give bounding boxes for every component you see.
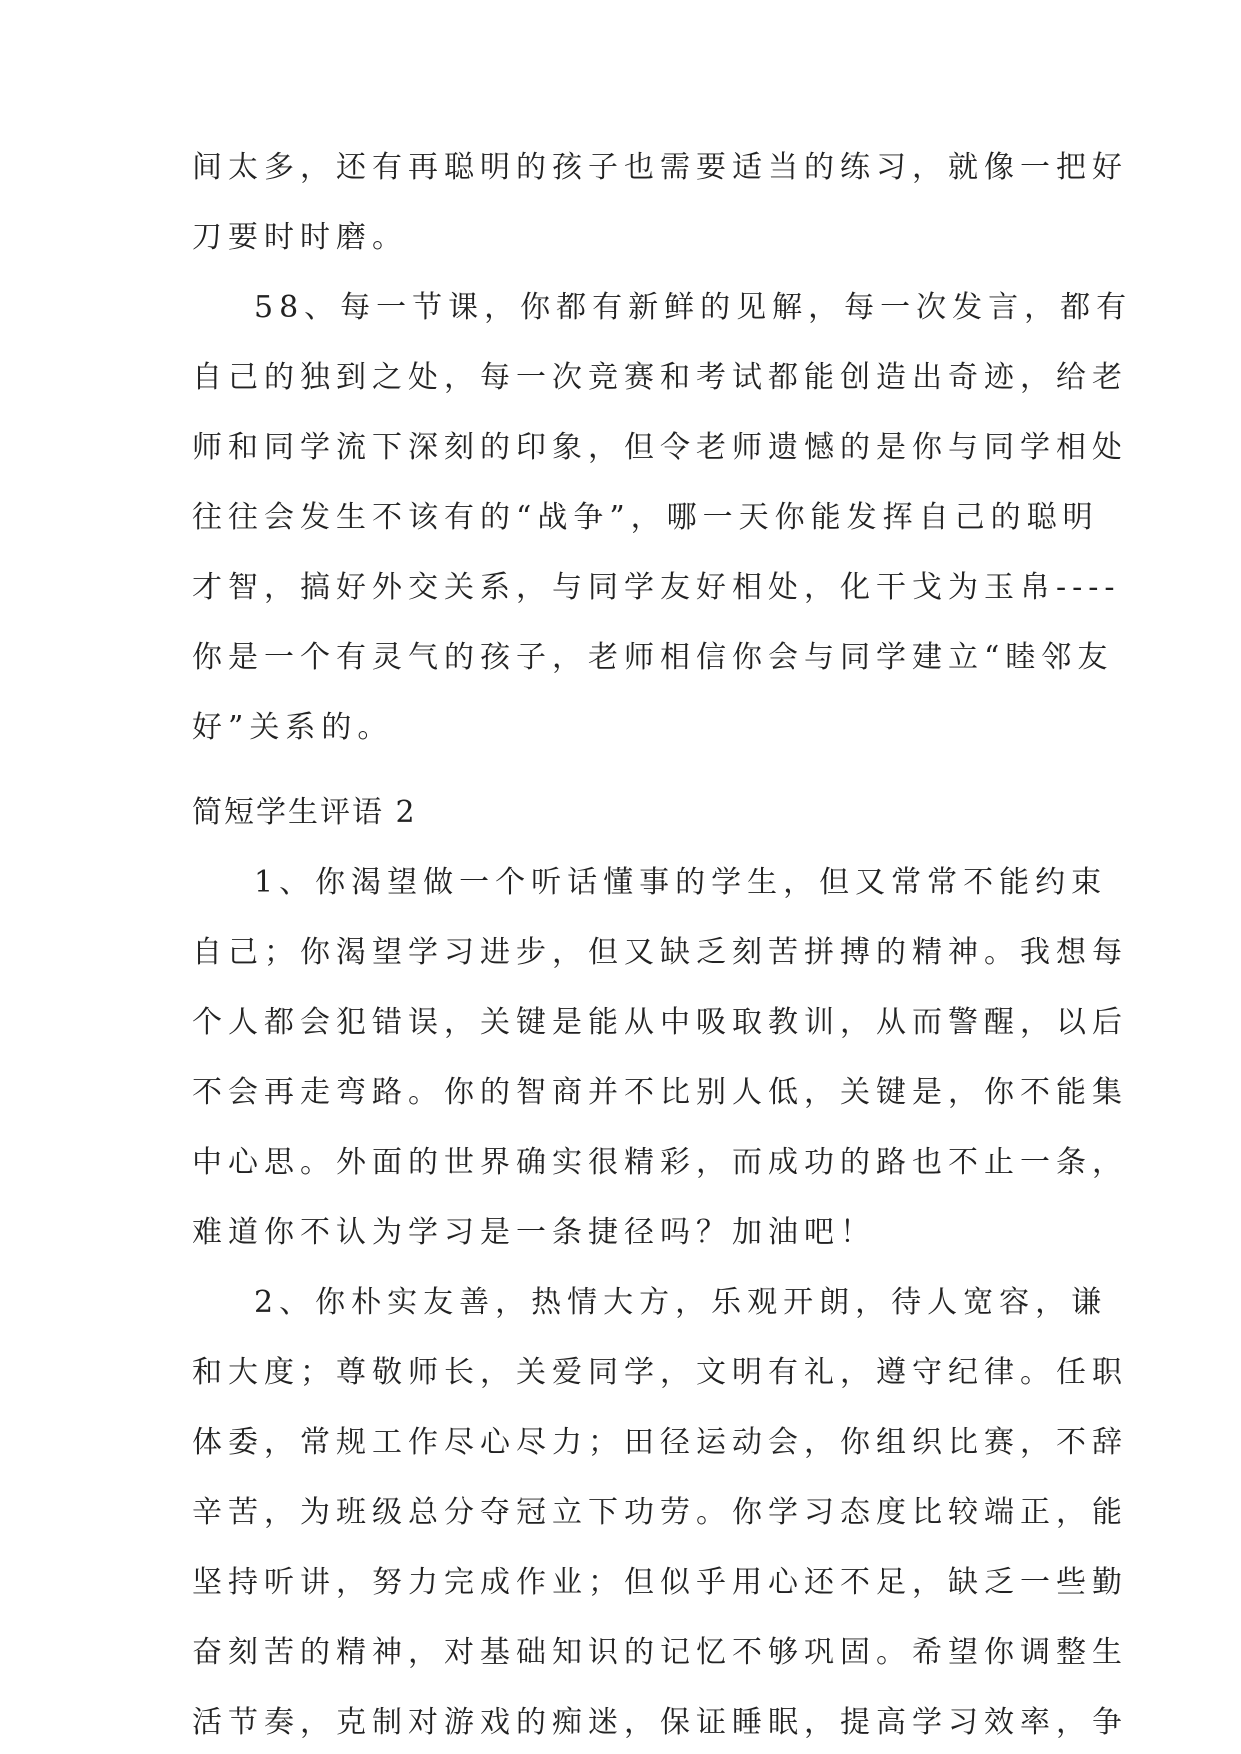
paragraph-line: 体委，常规工作尽心尽力；田径运动会，你组织比赛，不辞: [192, 1425, 1128, 1460]
paragraph-line: 难道你不认为学习是一条捷径吗？加油吧！: [192, 1215, 876, 1250]
paragraph-line: 2、你朴实友善，热情大方，乐观开朗，待人宽容，谦: [254, 1285, 1108, 1320]
paragraph-line: 自己的独到之处，每一次竞赛和考试都能创造出奇迹，给老: [192, 360, 1128, 395]
paragraph-line: 不会再走弯路。你的智商并不比别人低，关键是，你不能集: [192, 1075, 1128, 1110]
paragraph-line: 好”关系的。: [192, 710, 394, 745]
paragraph-line: 辛苦，为班级总分夺冠立下功劳。你学习态度比较端正，能: [192, 1495, 1128, 1530]
paragraph-line: 才智，搞好外交关系，与同学友好相处，化干戈为玉帛----: [192, 570, 1121, 605]
paragraph-line: 往往会发生不该有的“战争”，哪一天你能发挥自己的聪明: [192, 500, 1099, 535]
section-heading: 简短学生评语 2: [192, 795, 417, 830]
paragraph-line: 1、你渴望做一个听话懂事的学生，但又常常不能约束: [254, 865, 1108, 900]
paragraph-line: 师和同学流下深刻的印象，但令老师遗憾的是你与同学相处: [192, 430, 1128, 465]
paragraph-line: 个人都会犯错误，关键是能从中吸取教训，从而警醒，以后: [192, 1005, 1128, 1040]
paragraph-line: 奋刻苦的精神，对基础知识的记忆不够巩固。希望你调整生: [192, 1635, 1128, 1670]
paragraph-line: 活节奏，克制对游戏的痴迷，保证睡眠，提高学习效率，争: [192, 1705, 1128, 1740]
paragraph-line: 自己；你渴望学习进步，但又缺乏刻苦拼搏的精神。我想每: [192, 935, 1128, 970]
paragraph-line: 刀要时时磨。: [192, 220, 408, 255]
paragraph-line: 中心思。外面的世界确实很精彩，而成功的路也不止一条，: [192, 1145, 1128, 1180]
paragraph-line: 和大度；尊敬师长，关爱同学，文明有礼，遵守纪律。任职: [192, 1355, 1128, 1390]
paragraph-line: 坚持听讲，努力完成作业；但似乎用心还不足，缺乏一些勤: [192, 1565, 1128, 1600]
paragraph-line: 你是一个有灵气的孩子，老师相信你会与同学建立“睦邻友: [192, 640, 1114, 675]
paragraph-line: 58、每一节课，你都有新鲜的见解，每一次发言，都有: [254, 290, 1133, 325]
paragraph-line: 间太多，还有再聪明的孩子也需要适当的练习，就像一把好: [192, 150, 1128, 185]
